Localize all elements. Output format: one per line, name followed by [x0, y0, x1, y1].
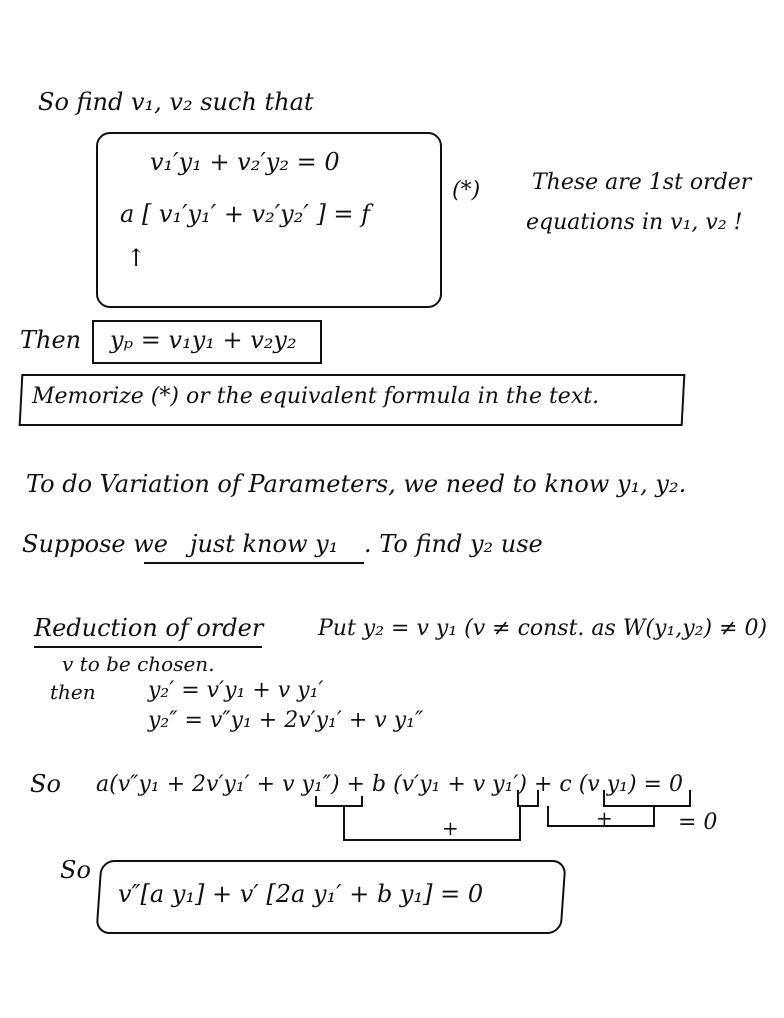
plus-label-1: +	[442, 816, 459, 840]
final-equation: v″[a y₁] + v′ [2a y₁′ + b y₁] = 0	[118, 880, 484, 908]
equation-2: a [ v₁′y₁′ + v₂′y₂′ ] = f	[120, 200, 371, 228]
equals-zero: = 0	[678, 810, 718, 835]
then-label: Then	[20, 326, 82, 354]
variation-line: To do Variation of Parameters, we need to know y₁, y₂.	[26, 470, 687, 498]
then-2: then	[50, 680, 96, 704]
suppose-underlined: just know y₁	[190, 530, 339, 558]
arrow-up-icon: ↑	[126, 244, 147, 272]
suppose-prefix: Suppose we	[22, 530, 168, 558]
suppose-suffix: . To find y₂ use	[364, 530, 543, 558]
reduction-heading: Reduction of order	[34, 614, 264, 642]
note-line-1: These are 1st order	[532, 170, 752, 195]
derivative-1: y₂′ = v′y₁ + v y₁′	[148, 678, 324, 703]
derivative-2: y₂″ = v″y₁ + 2v′y₁′ + v y₁″	[148, 708, 424, 733]
memorize-text: Memorize (*) or the equivalent formula in the text.	[32, 384, 600, 409]
note-line-2: equations in v₁, v₂ !	[526, 210, 743, 235]
yp-formula: yₚ = v₁y₁ + v₂y₂	[110, 326, 297, 354]
plus-label-2: +	[596, 806, 613, 830]
equation-1: v₁′y₁ + v₂′y₂ = 0	[150, 148, 340, 176]
star-label: (*)	[452, 178, 481, 203]
substituted-equation: a(v″y₁ + 2v′y₁′ + v y₁″) + b (v′y₁ + v y₁′) + c (v y₁) = 0	[96, 772, 683, 797]
so-label-1: So	[30, 770, 61, 798]
v-chosen: v to be chosen.	[62, 652, 215, 676]
put-line: Put y₂ = v y₁ (v ≠ const. as W(y₁,y₂) ≠ 0)	[318, 616, 768, 641]
so-label-2: So	[60, 856, 91, 884]
line-find-v: So find v₁, v₂ such that	[38, 88, 314, 116]
